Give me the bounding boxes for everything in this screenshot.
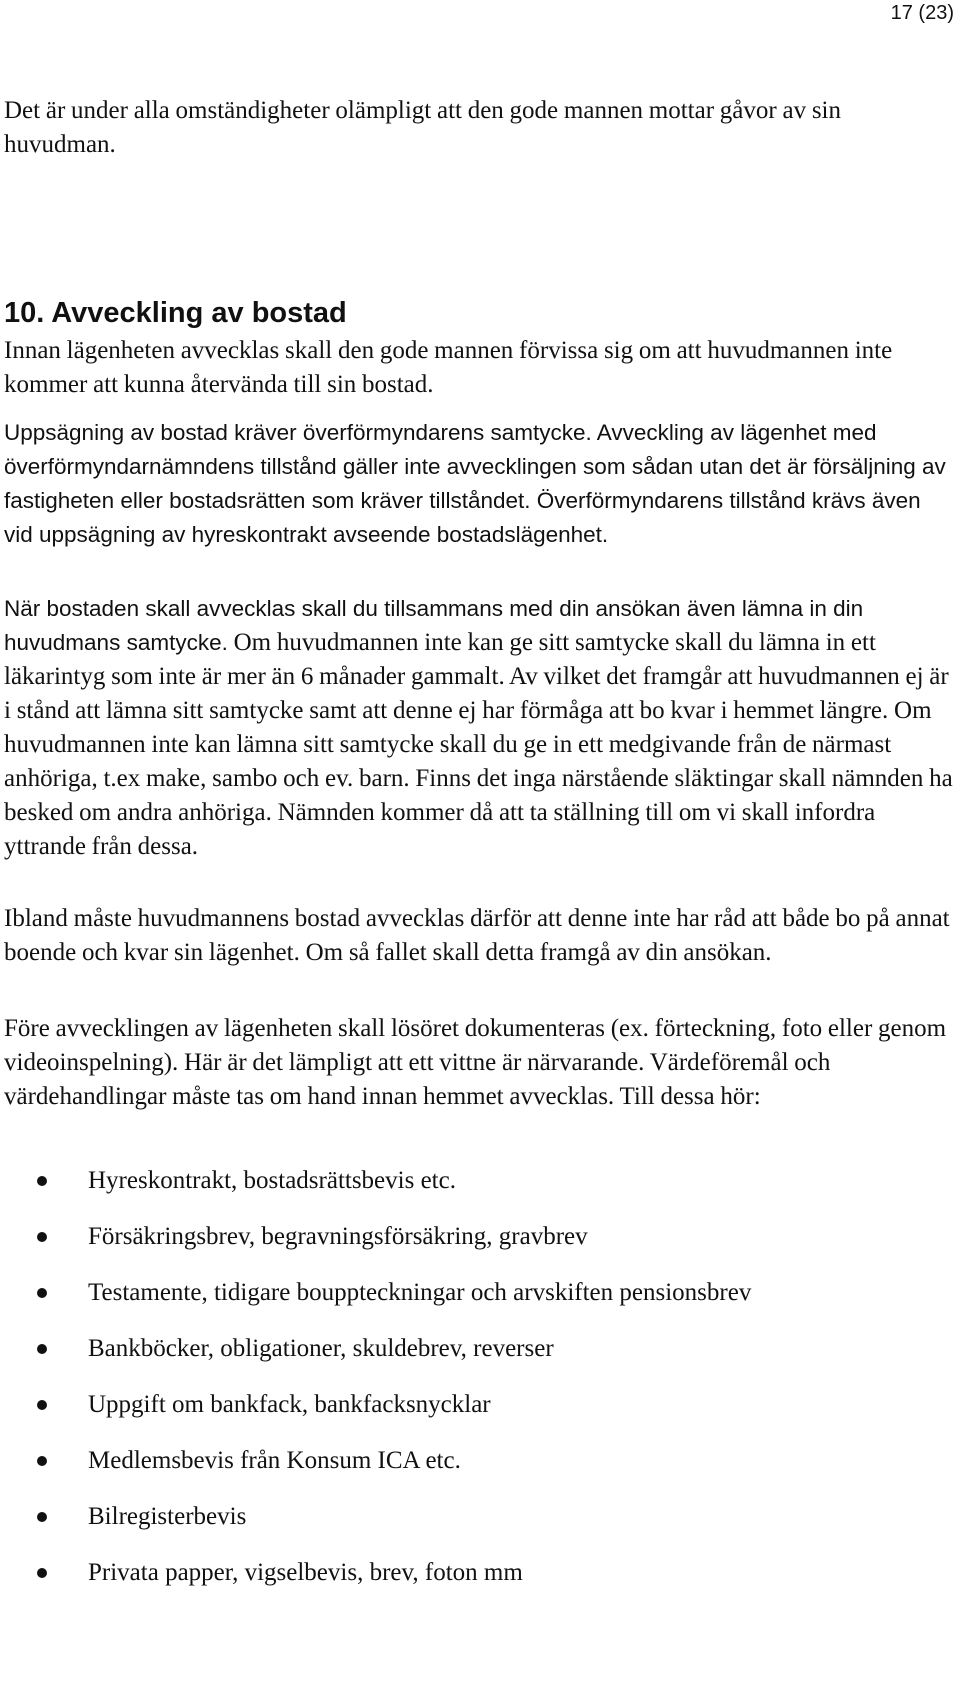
paragraph-afford-housing: Ibland måste huvudmannens bostad avvecklas därför att denne inte har råd att både bo på annat boende och kvar sin lägenhet. Om så fallet skall detta framgå av din ansökan.: [4, 905, 950, 966]
paragraph-consent-requirement: Uppsägning av bostad kräver överförmyndarens samtycke. Avveckling av lägenhet med överförmyndarnämndens tillstånd gäller inte avvecklingen som sådan utan det är försäljning av fastigheten eller bostadsrätten som kräver tillståndet. Överförmyndarens tillstånd krävs även vid uppsägning av hyreskontrakt avseende bostadslägenhet.: [4, 420, 946, 547]
bullet-icon: [37, 1456, 47, 1466]
bullet-icon: [37, 1400, 47, 1410]
bullet-icon: [37, 1288, 47, 1298]
list-item: Uppgift om bankfack, bankfacksnycklar: [0, 1388, 751, 1444]
bullet-icon: [37, 1232, 47, 1242]
page-number: 17 (23): [890, 2, 954, 24]
bullet-icon: [37, 1568, 47, 1578]
bullet-icon: [37, 1176, 47, 1186]
list-item: Medlemsbevis från Konsum ICA etc.: [0, 1444, 751, 1500]
bullet-icon: [37, 1512, 47, 1522]
paragraph-inventory: Före avvecklingen av lägenheten skall lösöret dokumenteras (ex. förteckning, foto eller genom videoinspelning). Här är det lämpligt att ett vittne är närvarande. Värdeföremål och värdehandlingar måste tas om hand innan hemmet avvecklas. Till dessa hör:: [4, 1015, 947, 1110]
list-item: Försäkringsbrev, begravningsförsäkring, gravbrev: [0, 1220, 751, 1276]
intro-paragraph: Det är under alla omständigheter olämpligt att den gode mannen mottar gåvor av sin huvudman.: [4, 97, 841, 158]
bullet-icon: [37, 1344, 47, 1354]
section-heading: 10. Avveckling av bostad: [4, 297, 347, 329]
list-item: Bankböcker, obligationer, skuldebrev, reverser: [0, 1332, 751, 1388]
paragraph-application-consent-sans: När bostaden skall avvecklas skall du tillsammans med din ansökan även lämna in din huvudmans samtycke.: [4, 596, 864, 655]
paragraph-return-home: Innan lägenheten avvecklas skall den gode mannen förvissa sig om att huvudmannen inte kommer att kunna återvända till sin bostad.: [4, 337, 893, 398]
list-item: Testamente, tidigare bouppteckningar och arvskiften pensionsbrev: [0, 1276, 751, 1332]
list-item: Privata papper, vigselbevis, brev, foton mm: [0, 1556, 751, 1612]
paragraph-application-consent-serif: Om huvudmannen inte kan ge sitt samtycke skall du lämna in ett läkarintyg som inte är mer än 6 månader gammalt. Av vilket det framgår att huvudmannen ej är i stånd att lämna sitt samtycke samt att denne ej har förmåga att bo kvar i hemmet längre. Om huvudmannen inte kan lämna sitt samtycke skall du ge in ett medgivande från de närmast anhöriga, t.ex make, sambo och ev. barn. Finns det inga närstående släktingar skall nämnden ha besked om andra anhöriga. Nämnden kommer då att ta ställning till om vi skall infordra yttrande från dessa.: [4, 629, 953, 860]
list-item: Bilregisterbevis: [0, 1500, 751, 1556]
paragraph-application-consent: [4, 592, 954, 864]
list-item: Hyreskontrakt, bostadsrättsbevis etc.: [0, 1164, 751, 1220]
valuables-list: [0, 1164, 751, 1612]
